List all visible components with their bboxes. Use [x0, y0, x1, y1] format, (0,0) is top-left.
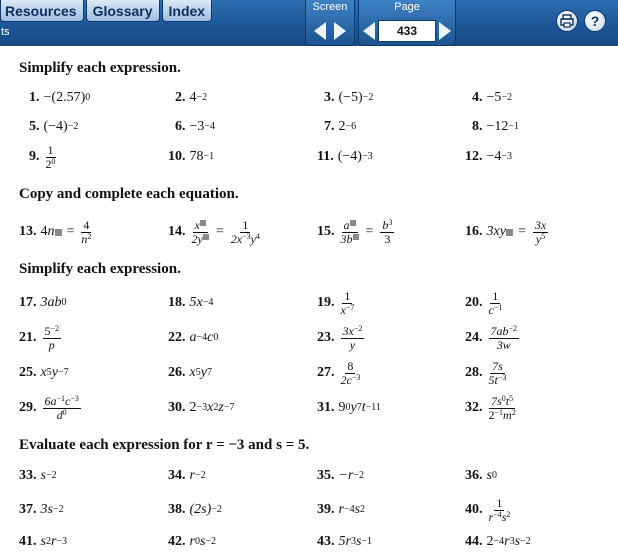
- problem-29: [19, 392, 83, 424]
- fraction-numerator: 7s: [492, 358, 503, 373]
- fraction-numerator: [341, 325, 365, 339]
- problem-13: [19, 216, 93, 248]
- screen-label: Screen: [312, 1, 348, 13]
- expr-exponent: −2: [508, 323, 518, 333]
- expr-exponent: 0: [62, 407, 67, 417]
- problem-27: [317, 357, 362, 389]
- problem-number: 40.: [465, 502, 483, 517]
- fraction-numerator: [489, 395, 515, 409]
- expr-fraction: [489, 325, 520, 352]
- expr-variable: c: [488, 302, 494, 317]
- page-navigator: [358, 0, 456, 46]
- expr-variable: t: [361, 400, 366, 415]
- fraction-numerator: 1: [496, 495, 503, 510]
- problem-number: 35.: [317, 468, 335, 483]
- problem-7: 7. 2 −6: [324, 119, 357, 134]
- expr-part: 5r: [338, 534, 351, 549]
- print-button[interactable]: [556, 10, 578, 32]
- problem-12: 12. − 4 −3: [465, 149, 513, 164]
- expr-variable: s: [354, 502, 361, 517]
- help-button[interactable]: [584, 10, 606, 32]
- problem-number: 28.: [465, 365, 483, 380]
- expr-fraction: [231, 219, 260, 246]
- expr-fraction: [489, 360, 507, 387]
- fraction-numerator: [380, 219, 394, 233]
- problem-number: 43.: [317, 534, 335, 549]
- problem-number: 32.: [465, 400, 483, 415]
- expr-fraction: [81, 219, 91, 246]
- problem-5: 5. (−4) −2: [29, 119, 79, 134]
- expr-part: 3: [197, 119, 205, 134]
- top-toolbar: [0, 0, 618, 46]
- expr-part: (−4): [337, 149, 362, 164]
- expr-fraction: [489, 395, 516, 422]
- problem-21: [19, 322, 63, 354]
- screen-navigator: [305, 0, 355, 46]
- expr-fraction: [46, 144, 56, 171]
- expr-exponent: −3: [497, 372, 507, 382]
- blank-box: [353, 234, 359, 240]
- problem-44: 44. 2 −4 r 3 s −2: [465, 534, 531, 549]
- expr-fraction: [341, 360, 361, 387]
- expr-exponent: −1: [494, 407, 504, 417]
- problem-number: 36.: [465, 468, 483, 483]
- problem-number: 22.: [168, 330, 186, 345]
- problem-number: 12.: [465, 149, 483, 164]
- problem-23: [317, 322, 366, 354]
- screen-prev-icon[interactable]: [314, 22, 326, 40]
- problem-22: 22. a −4 c 0: [168, 330, 219, 345]
- tab-index[interactable]: Index: [162, 0, 213, 22]
- expr-fraction: [489, 497, 511, 524]
- problem-number: 14.: [168, 224, 186, 239]
- expr-variable: x: [194, 217, 200, 232]
- problem-number: 23.: [317, 330, 335, 345]
- problem-11: 11. (−4) −3: [317, 149, 373, 164]
- expr-part: (2s): [189, 502, 212, 517]
- problem-16: [465, 216, 550, 248]
- expr-part: −: [43, 90, 52, 105]
- problem-number: 18.: [168, 295, 186, 310]
- expr-exponent: −3: [242, 231, 251, 241]
- problem-17: 17. 3ab 0: [19, 295, 67, 310]
- expr-part: 3xy: [486, 224, 506, 239]
- fraction-denominator: [341, 233, 359, 246]
- expr-variable: n: [81, 231, 88, 246]
- problem-4: 4. − 5 −2: [472, 90, 513, 105]
- problem-number: 26.: [168, 365, 186, 380]
- problem-number: 19.: [317, 295, 335, 310]
- expr-variable: x: [207, 400, 214, 415]
- expr-exponent: 5: [509, 393, 514, 403]
- blank-box: [506, 229, 513, 236]
- expr-fraction: [43, 325, 62, 352]
- expr-part: (2.57): [51, 90, 86, 105]
- fraction-denominator: 3w: [496, 337, 511, 352]
- problem-36: 36. s 0: [465, 468, 497, 483]
- expr-part: 5x: [189, 295, 203, 310]
- fraction-numerator: 8: [347, 358, 354, 373]
- problem-42: 42. r 0 s −2: [168, 534, 217, 549]
- expr-variable: z: [218, 400, 224, 415]
- expr-fraction: [380, 219, 394, 246]
- expr-part: −: [189, 119, 198, 134]
- equals-sign: =: [517, 224, 526, 239]
- problem-2: 2. 4 −2: [175, 90, 208, 105]
- problem-38: 38. (2s) −2: [168, 502, 222, 517]
- expr-fraction: [341, 219, 359, 246]
- fraction-denominator: [489, 374, 507, 387]
- expr-fraction: [43, 395, 81, 422]
- problem-8: 8. −12 −1: [472, 119, 520, 134]
- expr-fraction: [192, 219, 209, 246]
- expr-variable: r: [189, 468, 195, 483]
- problem-number: 37.: [19, 502, 37, 517]
- expr-variable: r: [189, 534, 195, 549]
- expr-part: (−4): [43, 119, 68, 134]
- expr-part: 2: [189, 400, 197, 415]
- expr-part: 5: [44, 323, 51, 338]
- expr-part: −12: [486, 119, 509, 134]
- problem-number: 20.: [465, 295, 483, 310]
- problem-number: 8.: [472, 119, 483, 134]
- fraction-denominator: [231, 233, 260, 246]
- expr-exponent: 0: [501, 393, 506, 403]
- problem-number: 3.: [324, 90, 335, 105]
- expr-variable: y: [200, 365, 207, 380]
- problem-number: 24.: [465, 330, 483, 345]
- expr-variable: s: [199, 534, 206, 549]
- expr-part: 7s: [491, 393, 502, 408]
- problem-number: 11.: [317, 149, 334, 164]
- problem-number: 30.: [168, 400, 186, 415]
- problem-number: 2.: [175, 90, 186, 105]
- expr-fraction: [489, 290, 503, 317]
- blank-box: [200, 220, 206, 226]
- problem-19: [317, 287, 356, 319]
- expr-exponent: 3: [388, 217, 393, 227]
- page-next-icon[interactable]: [439, 22, 451, 40]
- expr-part: 2x: [230, 231, 243, 246]
- problem-number: 1.: [29, 90, 40, 105]
- expr-part: 3x: [342, 323, 354, 338]
- problem-number: 6.: [175, 119, 186, 134]
- page-label: Page: [394, 1, 420, 13]
- expr-part: 2y: [191, 231, 203, 246]
- expr-exponent: 0: [51, 156, 56, 166]
- problem-43: 43. 5r 3 s −1: [317, 534, 373, 549]
- equals-sign: =: [215, 224, 224, 239]
- problem-number: 7.: [324, 119, 335, 134]
- fraction-denominator: [57, 409, 67, 422]
- resource-tabs: [0, 0, 214, 24]
- expr-part: 4: [40, 224, 48, 239]
- print-icon: [557, 11, 577, 31]
- problem-number: 10.: [168, 149, 186, 164]
- page-number-input[interactable]: 433: [378, 20, 436, 42]
- expr-exponent: −3: [351, 372, 361, 382]
- expr-variable: y: [250, 231, 256, 246]
- fraction-denominator: [341, 374, 361, 387]
- problem-number: 13.: [19, 224, 37, 239]
- expr-variable: s: [501, 509, 507, 524]
- fraction-numerator: 1: [344, 288, 351, 303]
- problem-35: 35. −r −2: [317, 468, 365, 483]
- page-prev-icon[interactable]: [363, 22, 375, 40]
- problem-10: 10. 78 −1: [168, 149, 215, 164]
- expr-part: 3ab: [40, 295, 62, 310]
- blank-box: [350, 220, 356, 226]
- fraction-numerator: 3x: [534, 217, 547, 232]
- expr-part: 3b: [340, 231, 353, 246]
- expr-fraction: [533, 219, 548, 246]
- problem-number: 21.: [19, 330, 37, 345]
- expr-part: 2: [45, 156, 52, 171]
- problem-34: 34. r −2: [168, 468, 206, 483]
- problem-39: 39. r −4 s 2: [317, 502, 366, 517]
- problem-37: 37. 3s −2: [19, 502, 64, 517]
- expr-variable: y: [51, 365, 58, 380]
- expr-variable: x: [40, 365, 47, 380]
- expr-part: 3s: [40, 502, 53, 517]
- expr-exponent: −2: [353, 323, 363, 333]
- problem-number: 31.: [317, 400, 335, 415]
- problem-24: [465, 322, 521, 354]
- expr-exponent: −7: [345, 302, 355, 312]
- expr-exponent: 5: [541, 231, 546, 241]
- problem-number: 9.: [29, 149, 40, 164]
- expr-variable: x: [189, 365, 196, 380]
- fraction-numerator: 1: [242, 217, 249, 232]
- problem-number: 29.: [19, 400, 37, 415]
- problem-9: [29, 141, 58, 173]
- expr-variable: t: [505, 393, 510, 408]
- problem-number: 16.: [465, 224, 483, 239]
- fraction-denominator: [489, 511, 511, 524]
- tab-glossary[interactable]: Glossary: [86, 0, 160, 22]
- expr-fraction: [341, 290, 355, 317]
- expr-variable: d: [56, 407, 63, 422]
- expr-fraction: [341, 325, 365, 352]
- problem-number: 44.: [465, 534, 483, 549]
- expr-variable: y: [350, 400, 357, 415]
- expr-variable: n: [47, 224, 55, 239]
- expr-part: 78: [189, 149, 204, 164]
- expr-exponent: 2: [511, 407, 516, 417]
- expr-variable: c: [65, 393, 71, 408]
- problem-40: [465, 494, 512, 526]
- problem-31: 31. 9 0 y 7 t −11: [317, 400, 381, 415]
- expr-variable: x: [340, 302, 346, 317]
- toolbar-sublabel: ts: [1, 26, 10, 38]
- expr-variable: s: [40, 534, 46, 549]
- fraction-numerator: [193, 219, 208, 233]
- problem-number: 25.: [19, 365, 37, 380]
- blank-box: [55, 229, 62, 236]
- fraction-denominator: p: [48, 337, 55, 352]
- fraction-denominator: [81, 233, 91, 246]
- expr-variable: a: [343, 217, 350, 232]
- problem-20: [465, 287, 504, 319]
- fraction-denominator: [536, 233, 545, 246]
- section-heading-1: Simplify each expression.: [19, 60, 181, 76]
- problem-number: 17.: [19, 295, 37, 310]
- problem-14: [168, 216, 262, 248]
- expr-exponent: −2: [50, 323, 60, 333]
- section-heading-3: Simplify each expression.: [19, 261, 181, 277]
- expr-exponent: −1: [493, 302, 503, 312]
- expr-variable: s: [486, 468, 492, 483]
- problem-6: 6. − 3 −4: [175, 119, 216, 134]
- expr-part: (−5): [338, 90, 363, 105]
- expr-part: 7ab: [490, 323, 509, 338]
- screen-next-icon[interactable]: [334, 22, 346, 40]
- problem-number: 33.: [19, 468, 37, 483]
- problem-15: [317, 216, 396, 248]
- expr-part: 6a: [44, 393, 57, 408]
- fraction-denominator: [341, 304, 355, 317]
- expr-exponent: −4: [493, 509, 502, 519]
- problem-number: 15.: [317, 224, 335, 239]
- problem-32: [465, 392, 518, 424]
- fraction-denominator: y: [349, 337, 356, 352]
- problem-28: [465, 357, 508, 389]
- equals-sign: =: [365, 224, 374, 239]
- expr-variable: r: [50, 534, 57, 549]
- problem-number: 38.: [168, 502, 186, 517]
- expr-exponent: 2: [87, 231, 92, 241]
- fraction-numerator: 4: [83, 217, 90, 232]
- expr-variable: r: [488, 509, 494, 524]
- fraction-numerator: [43, 395, 81, 409]
- expr-part: 5t: [488, 372, 498, 387]
- expr-part: −: [486, 90, 495, 105]
- problem-number: 5.: [29, 119, 40, 134]
- problem-1: 1. − (2.57) 0: [29, 90, 91, 105]
- problem-number: 27.: [317, 365, 335, 380]
- expr-exponent: −1: [56, 393, 66, 403]
- problem-26: 26. x 5 y 7: [168, 365, 212, 380]
- expr-part: 2c: [340, 372, 352, 387]
- expr-variable: r: [504, 534, 510, 549]
- problem-18: 18. 5x −4: [168, 295, 214, 310]
- expr-variable: m: [503, 407, 512, 422]
- fraction-numerator: 1: [492, 288, 499, 303]
- tab-resources[interactable]: Resources: [0, 0, 84, 22]
- expr-part: 2: [338, 119, 346, 134]
- fraction-denominator: [46, 158, 56, 171]
- fraction-denominator: 3: [384, 231, 391, 246]
- expr-part: −: [486, 149, 495, 164]
- expr-exponent: −3: [70, 393, 79, 403]
- problem-number: 41.: [19, 534, 37, 549]
- fraction-denominator: [489, 409, 516, 422]
- fraction-denominator: [489, 304, 503, 317]
- problem-25: 25. x 5 y −7: [19, 365, 69, 380]
- fraction-numerator: [342, 219, 358, 233]
- fraction-numerator: 1: [47, 142, 54, 157]
- expr-part: 2: [488, 407, 495, 422]
- help-icon: ?: [590, 13, 600, 29]
- fraction-numerator: [43, 325, 62, 339]
- expr-part: 2: [486, 534, 494, 549]
- fraction-numerator: [489, 325, 520, 339]
- expr-variable: a: [189, 330, 197, 345]
- problem-3: 3. (−5) −2: [324, 90, 374, 105]
- problem-number: 4.: [472, 90, 483, 105]
- expr-variable: c: [207, 330, 214, 345]
- problem-33: 33. s −2: [19, 468, 57, 483]
- expr-part: 4: [189, 90, 197, 105]
- problem-number: 34.: [168, 468, 186, 483]
- expr-variable: s: [40, 468, 46, 483]
- problem-30: 30. 2 −3 x 2 z −7: [168, 400, 235, 415]
- expr-variable: y: [535, 231, 542, 246]
- expr-part: 9: [338, 400, 346, 415]
- problem-number: 42.: [168, 534, 186, 549]
- problem-number: 39.: [317, 502, 335, 517]
- expr-part: 5: [494, 90, 502, 105]
- expr-variable: b: [382, 217, 389, 232]
- expr-variable: s: [355, 534, 362, 549]
- section-heading-4: Evaluate each expression for r = −3 and s = 5.: [19, 437, 310, 453]
- fraction-denominator: [192, 233, 209, 246]
- expr-exponent: 2: [506, 509, 511, 519]
- expr-variable: r: [338, 502, 344, 517]
- section-heading-2: Copy and complete each equation.: [19, 186, 239, 202]
- equals-sign: =: [66, 224, 75, 239]
- expr-part: −r: [338, 468, 354, 483]
- problem-41: 41. s 2 r −3: [19, 534, 68, 549]
- blank-box: [203, 234, 209, 240]
- expr-variable: s: [514, 534, 521, 549]
- expr-part: 4: [494, 149, 502, 164]
- expr-exponent: 4: [255, 231, 260, 241]
